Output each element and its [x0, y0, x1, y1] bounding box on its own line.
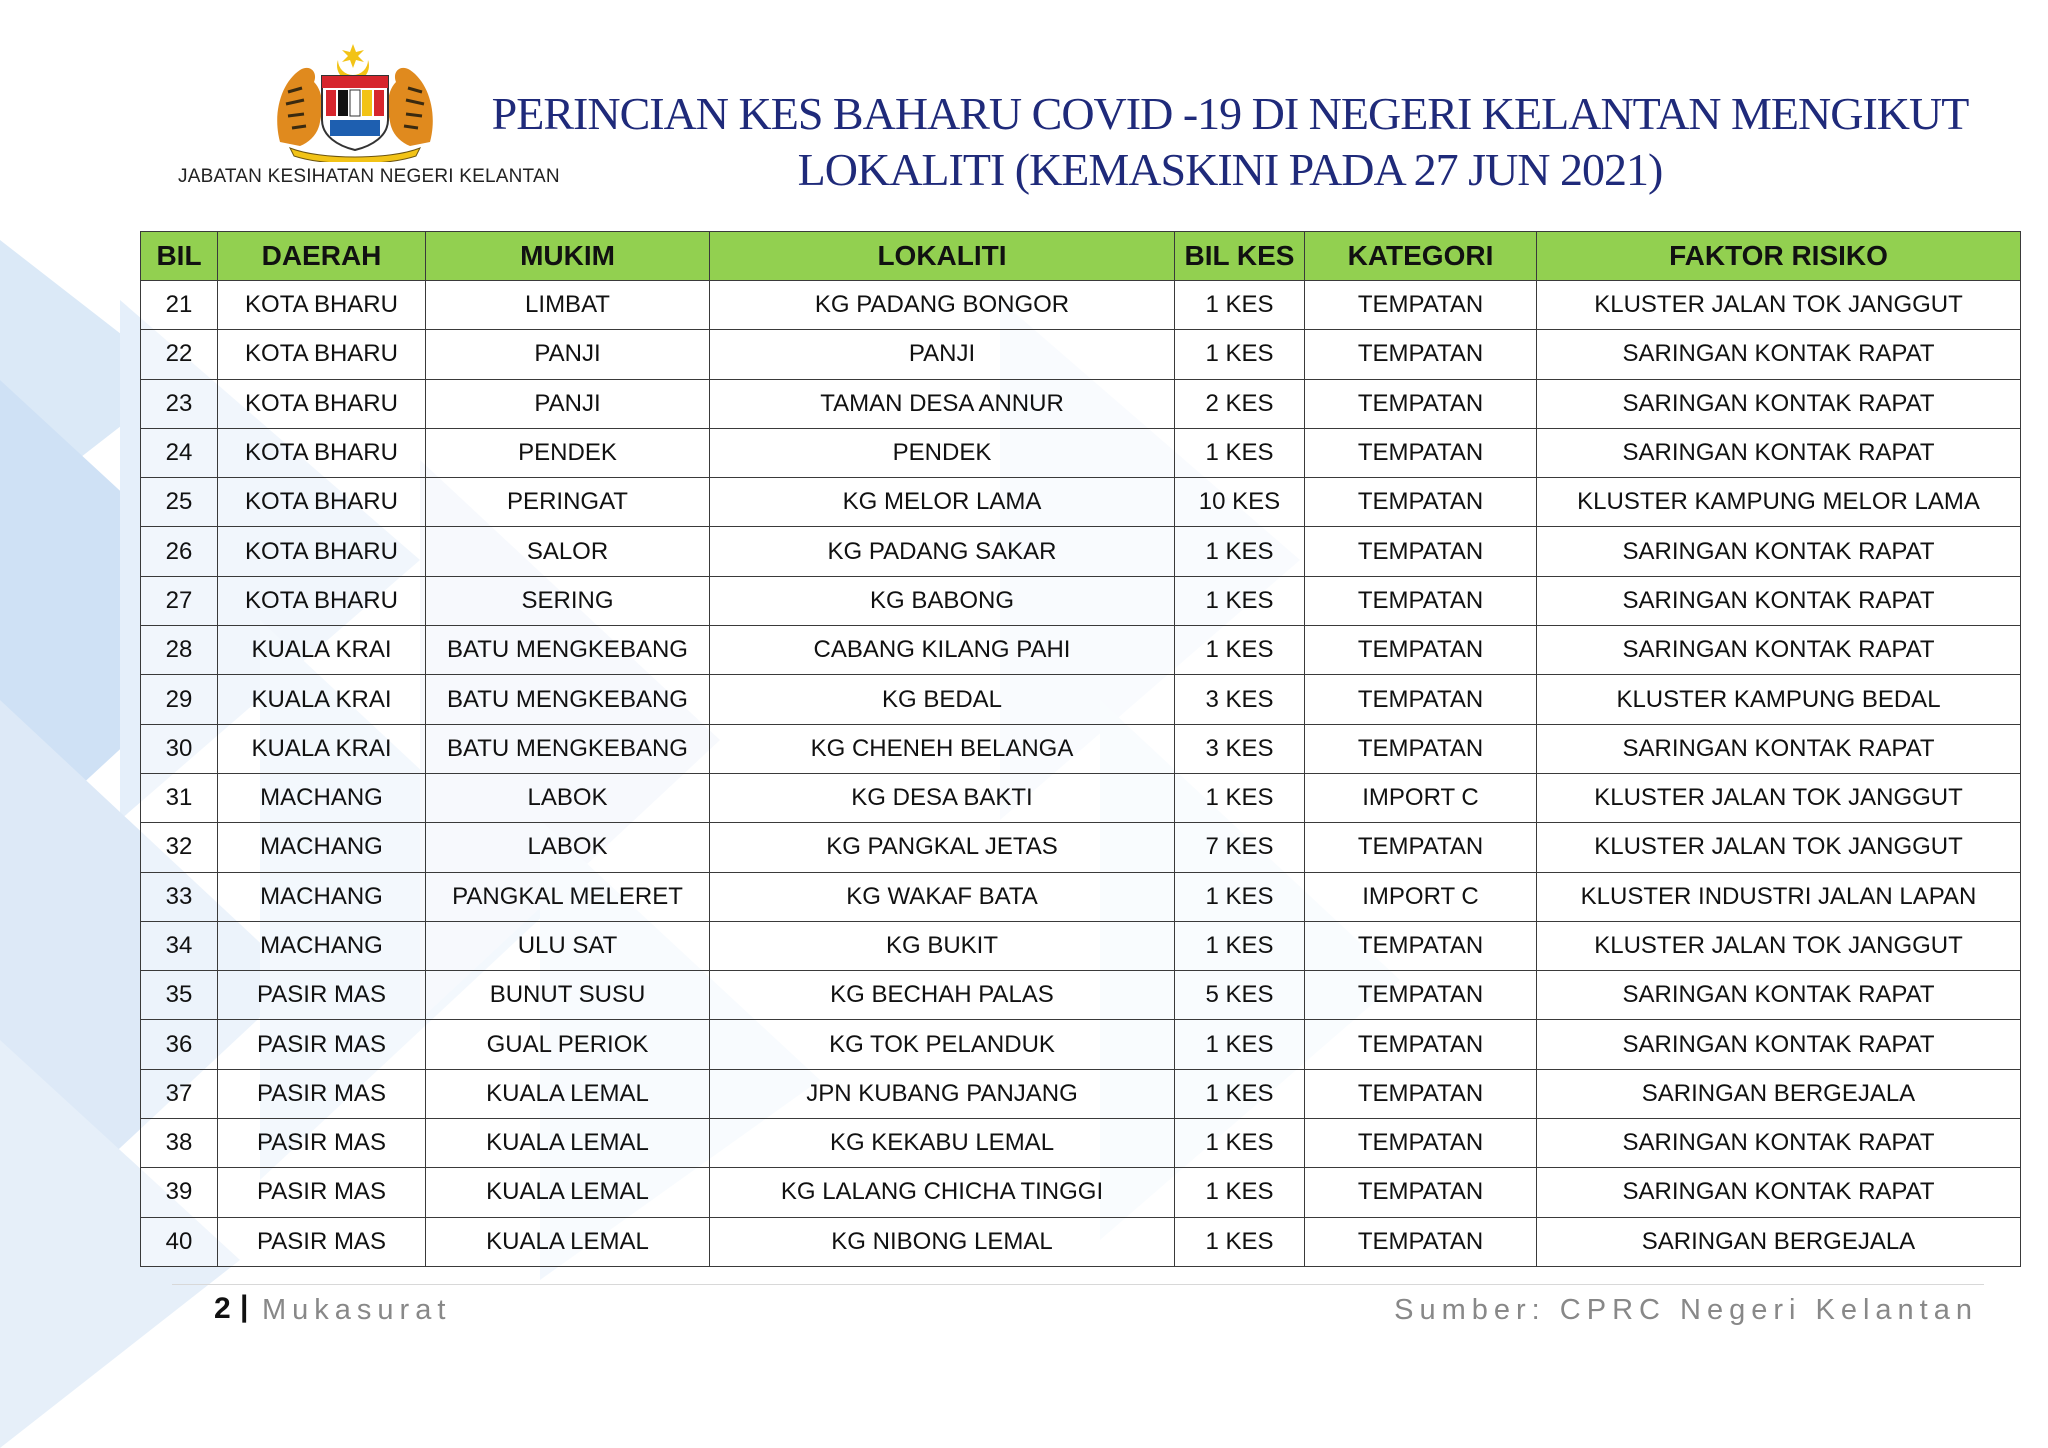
- cell-lokaliti: KG BEDAL: [710, 675, 1175, 724]
- cell-lokaliti: KG NIBONG LEMAL: [710, 1217, 1175, 1266]
- malaysia-coat-of-arms-icon: [270, 42, 440, 162]
- cell-daerah: PASIR MAS: [218, 1020, 426, 1069]
- cell-bil: 39: [141, 1168, 218, 1217]
- cell-bil: 29: [141, 675, 218, 724]
- cell-faktor-risiko: KLUSTER JALAN TOK JANGGUT: [1537, 823, 2021, 872]
- cell-kategori: TEMPATAN: [1305, 379, 1537, 428]
- table-row: [141, 626, 2021, 675]
- cell-lokaliti: KG PADANG SAKAR: [710, 527, 1175, 576]
- cell-bil: 25: [141, 478, 218, 527]
- cell-mukim: SALOR: [426, 527, 710, 576]
- cell-daerah: KUALA KRAI: [218, 626, 426, 675]
- table-row: [141, 1119, 2021, 1168]
- cell-lokaliti: CABANG KILANG PAHI: [710, 626, 1175, 675]
- cell-faktor-risiko: SARINGAN KONTAK RAPAT: [1537, 576, 2021, 625]
- cell-faktor-risiko: SARINGAN BERGEJALA: [1537, 1069, 2021, 1118]
- cell-kategori: TEMPATAN: [1305, 1168, 1537, 1217]
- cell-faktor-risiko: SARINGAN KONTAK RAPAT: [1537, 330, 2021, 379]
- cell-bil-kes: 1 KES: [1175, 527, 1305, 576]
- cell-mukim: SERING: [426, 576, 710, 625]
- table-row: [141, 379, 2021, 428]
- column-header-faktor-risiko: FAKTOR RISIKO: [1537, 232, 2021, 281]
- cell-bil-kes: 10 KES: [1175, 478, 1305, 527]
- cell-kategori: IMPORT C: [1305, 872, 1537, 921]
- cell-mukim: BATU MENGKEBANG: [426, 675, 710, 724]
- cell-bil-kes: 1 KES: [1175, 1217, 1305, 1266]
- cell-bil-kes: 1 KES: [1175, 1020, 1305, 1069]
- cell-daerah: KOTA BHARU: [218, 330, 426, 379]
- cell-faktor-risiko: KLUSTER JALAN TOK JANGGUT: [1537, 773, 2021, 822]
- cell-mukim: PENDEK: [426, 428, 710, 477]
- title-line-2: LOKALITI (KEMASKINI PADA 27 JUN 2021): [797, 144, 1663, 195]
- cell-lokaliti: KG MELOR LAMA: [710, 478, 1175, 527]
- cell-bil: 40: [141, 1217, 218, 1266]
- table-row: [141, 1168, 2021, 1217]
- cell-kategori: TEMPATAN: [1305, 724, 1537, 773]
- cell-bil-kes: 1 KES: [1175, 281, 1305, 330]
- page-separator: |: [240, 1290, 249, 1323]
- cell-bil-kes: 1 KES: [1175, 576, 1305, 625]
- cell-mukim: PANJI: [426, 330, 710, 379]
- table-row: [141, 1020, 2021, 1069]
- cell-bil-kes: 1 KES: [1175, 1168, 1305, 1217]
- cell-bil: 22: [141, 330, 218, 379]
- cell-faktor-risiko: KLUSTER JALAN TOK JANGGUT: [1537, 281, 2021, 330]
- cell-bil: 34: [141, 921, 218, 970]
- cell-kategori: TEMPATAN: [1305, 1069, 1537, 1118]
- cell-faktor-risiko: SARINGAN KONTAK RAPAT: [1537, 724, 2021, 773]
- cell-lokaliti: JPN KUBANG PANJANG: [710, 1069, 1175, 1118]
- cell-bil-kes: 3 KES: [1175, 724, 1305, 773]
- cell-daerah: PASIR MAS: [218, 1119, 426, 1168]
- cell-mukim: KUALA LEMAL: [426, 1168, 710, 1217]
- source-note: Sumber: CPRC Negeri Kelantan: [1394, 1294, 1978, 1326]
- cell-bil: 35: [141, 971, 218, 1020]
- cell-kategori: TEMPATAN: [1305, 921, 1537, 970]
- case-details-table: [140, 231, 2021, 1267]
- cell-daerah: KOTA BHARU: [218, 527, 426, 576]
- cell-kategori: TEMPATAN: [1305, 527, 1537, 576]
- page-label: Mukasurat: [262, 1294, 452, 1326]
- cell-faktor-risiko: SARINGAN KONTAK RAPAT: [1537, 428, 2021, 477]
- cell-faktor-risiko: SARINGAN KONTAK RAPAT: [1537, 1020, 2021, 1069]
- table-row: [141, 872, 2021, 921]
- cell-bil-kes: 1 KES: [1175, 1069, 1305, 1118]
- cell-bil: 30: [141, 724, 218, 773]
- cell-bil: 26: [141, 527, 218, 576]
- cell-kategori: TEMPATAN: [1305, 971, 1537, 1020]
- cell-daerah: KOTA BHARU: [218, 478, 426, 527]
- cell-daerah: PASIR MAS: [218, 971, 426, 1020]
- cell-faktor-risiko: KLUSTER JALAN TOK JANGGUT: [1537, 921, 2021, 970]
- table-row: [141, 921, 2021, 970]
- column-header-lokaliti: LOKALITI: [710, 232, 1175, 281]
- cell-mukim: BATU MENGKEBANG: [426, 724, 710, 773]
- cell-bil-kes: 3 KES: [1175, 675, 1305, 724]
- cell-bil: 31: [141, 773, 218, 822]
- column-header-bil-kes: BIL KES: [1175, 232, 1305, 281]
- cell-faktor-risiko: SARINGAN KONTAK RAPAT: [1537, 626, 2021, 675]
- cell-bil-kes: 1 KES: [1175, 1119, 1305, 1168]
- table-header-row: [141, 232, 2021, 281]
- table-row: [141, 527, 2021, 576]
- cell-kategori: TEMPATAN: [1305, 281, 1537, 330]
- table-row: [141, 428, 2021, 477]
- cell-bil: 21: [141, 281, 218, 330]
- table-row: [141, 675, 2021, 724]
- cell-faktor-risiko: SARINGAN KONTAK RAPAT: [1537, 379, 2021, 428]
- column-header-bil: BIL: [141, 232, 218, 281]
- cell-kategori: TEMPATAN: [1305, 675, 1537, 724]
- column-header-kategori: KATEGORI: [1305, 232, 1537, 281]
- cell-kategori: TEMPATAN: [1305, 823, 1537, 872]
- cell-mukim: LABOK: [426, 773, 710, 822]
- cell-lokaliti: KG PANGKAL JETAS: [710, 823, 1175, 872]
- cell-lokaliti: KG PADANG BONGOR: [710, 281, 1175, 330]
- footer-divider: [172, 1284, 1984, 1285]
- cell-bil-kes: 2 KES: [1175, 379, 1305, 428]
- cell-faktor-risiko: KLUSTER INDUSTRI JALAN LAPAN: [1537, 872, 2021, 921]
- table-body: [141, 281, 2021, 1267]
- cell-daerah: KUALA KRAI: [218, 675, 426, 724]
- cell-bil: 27: [141, 576, 218, 625]
- cell-kategori: TEMPATAN: [1305, 428, 1537, 477]
- cell-lokaliti: TAMAN DESA ANNUR: [710, 379, 1175, 428]
- cell-faktor-risiko: SARINGAN KONTAK RAPAT: [1537, 1168, 2021, 1217]
- cell-bil-kes: 7 KES: [1175, 823, 1305, 872]
- table-row: [141, 724, 2021, 773]
- table-row: [141, 971, 2021, 1020]
- table-row: [141, 330, 2021, 379]
- cell-bil-kes: 1 KES: [1175, 626, 1305, 675]
- cell-bil: 36: [141, 1020, 218, 1069]
- cell-mukim: ULU SAT: [426, 921, 710, 970]
- cell-lokaliti: KG LALANG CHICHA TINGGI: [710, 1168, 1175, 1217]
- cell-daerah: MACHANG: [218, 823, 426, 872]
- cell-lokaliti: KG WAKAF BATA: [710, 872, 1175, 921]
- cell-faktor-risiko: KLUSTER KAMPUNG MELOR LAMA: [1537, 478, 2021, 527]
- cell-mukim: BATU MENGKEBANG: [426, 626, 710, 675]
- cell-lokaliti: KG CHENEH BELANGA: [710, 724, 1175, 773]
- document-title: [470, 86, 1990, 198]
- cell-mukim: LABOK: [426, 823, 710, 872]
- cell-lokaliti: KG TOK PELANDUK: [710, 1020, 1175, 1069]
- cell-mukim: KUALA LEMAL: [426, 1217, 710, 1266]
- cell-mukim: KUALA LEMAL: [426, 1119, 710, 1168]
- cell-daerah: KOTA BHARU: [218, 379, 426, 428]
- cell-lokaliti: KG BUKIT: [710, 921, 1175, 970]
- cell-kategori: TEMPATAN: [1305, 330, 1537, 379]
- cell-daerah: KOTA BHARU: [218, 428, 426, 477]
- table-row: [141, 281, 2021, 330]
- cell-bil-kes: 1 KES: [1175, 330, 1305, 379]
- cell-bil: 24: [141, 428, 218, 477]
- cell-lokaliti: KG BECHAH PALAS: [710, 971, 1175, 1020]
- cell-kategori: TEMPATAN: [1305, 1217, 1537, 1266]
- cell-mukim: PERINGAT: [426, 478, 710, 527]
- cell-faktor-risiko: SARINGAN KONTAK RAPAT: [1537, 971, 2021, 1020]
- cell-bil: 32: [141, 823, 218, 872]
- cell-daerah: KOTA BHARU: [218, 576, 426, 625]
- table-row: [141, 1217, 2021, 1266]
- cell-bil-kes: 1 KES: [1175, 921, 1305, 970]
- cell-lokaliti: KG KEKABU LEMAL: [710, 1119, 1175, 1168]
- cell-bil: 37: [141, 1069, 218, 1118]
- cell-mukim: PANGKAL MELERET: [426, 872, 710, 921]
- table-row: [141, 576, 2021, 625]
- cell-faktor-risiko: SARINGAN KONTAK RAPAT: [1537, 527, 2021, 576]
- cell-kategori: IMPORT C: [1305, 773, 1537, 822]
- table-row: [141, 1069, 2021, 1118]
- cell-bil-kes: 1 KES: [1175, 428, 1305, 477]
- cell-faktor-risiko: SARINGAN KONTAK RAPAT: [1537, 1119, 2021, 1168]
- cell-kategori: TEMPATAN: [1305, 1119, 1537, 1168]
- cell-faktor-risiko: KLUSTER KAMPUNG BEDAL: [1537, 675, 2021, 724]
- column-header-mukim: MUKIM: [426, 232, 710, 281]
- cell-kategori: TEMPATAN: [1305, 1020, 1537, 1069]
- cell-lokaliti: KG DESA BAKTI: [710, 773, 1175, 822]
- cell-kategori: TEMPATAN: [1305, 478, 1537, 527]
- cell-mukim: PANJI: [426, 379, 710, 428]
- table-row: [141, 823, 2021, 872]
- cell-bil-kes: 1 KES: [1175, 773, 1305, 822]
- cell-mukim: KUALA LEMAL: [426, 1069, 710, 1118]
- page-number: 2: [214, 1292, 231, 1325]
- cell-bil: 33: [141, 872, 218, 921]
- cell-lokaliti: PANJI: [710, 330, 1175, 379]
- cell-bil-kes: 5 KES: [1175, 971, 1305, 1020]
- cell-daerah: MACHANG: [218, 921, 426, 970]
- cell-daerah: PASIR MAS: [218, 1069, 426, 1118]
- cell-lokaliti: PENDEK: [710, 428, 1175, 477]
- cell-daerah: MACHANG: [218, 872, 426, 921]
- cell-bil: 28: [141, 626, 218, 675]
- department-name: JABATAN KESIHATAN NEGERI KELANTAN: [178, 166, 560, 187]
- cell-daerah: PASIR MAS: [218, 1217, 426, 1266]
- table-row: [141, 773, 2021, 822]
- cell-mukim: BUNUT SUSU: [426, 971, 710, 1020]
- column-header-daerah: DAERAH: [218, 232, 426, 281]
- cell-daerah: KUALA KRAI: [218, 724, 426, 773]
- cell-mukim: LIMBAT: [426, 281, 710, 330]
- cell-lokaliti: KG BABONG: [710, 576, 1175, 625]
- cell-daerah: PASIR MAS: [218, 1168, 426, 1217]
- cell-kategori: TEMPATAN: [1305, 576, 1537, 625]
- title-line-1: PERINCIAN KES BAHARU COVID -19 DI NEGERI KELANTAN MENGIKUT: [491, 88, 1969, 139]
- table-row: [141, 478, 2021, 527]
- cell-daerah: MACHANG: [218, 773, 426, 822]
- cell-bil-kes: 1 KES: [1175, 872, 1305, 921]
- cell-daerah: KOTA BHARU: [218, 281, 426, 330]
- cell-faktor-risiko: SARINGAN BERGEJALA: [1537, 1217, 2021, 1266]
- cell-mukim: GUAL PERIOK: [426, 1020, 710, 1069]
- cell-kategori: TEMPATAN: [1305, 626, 1537, 675]
- cell-bil: 38: [141, 1119, 218, 1168]
- cell-bil: 23: [141, 379, 218, 428]
